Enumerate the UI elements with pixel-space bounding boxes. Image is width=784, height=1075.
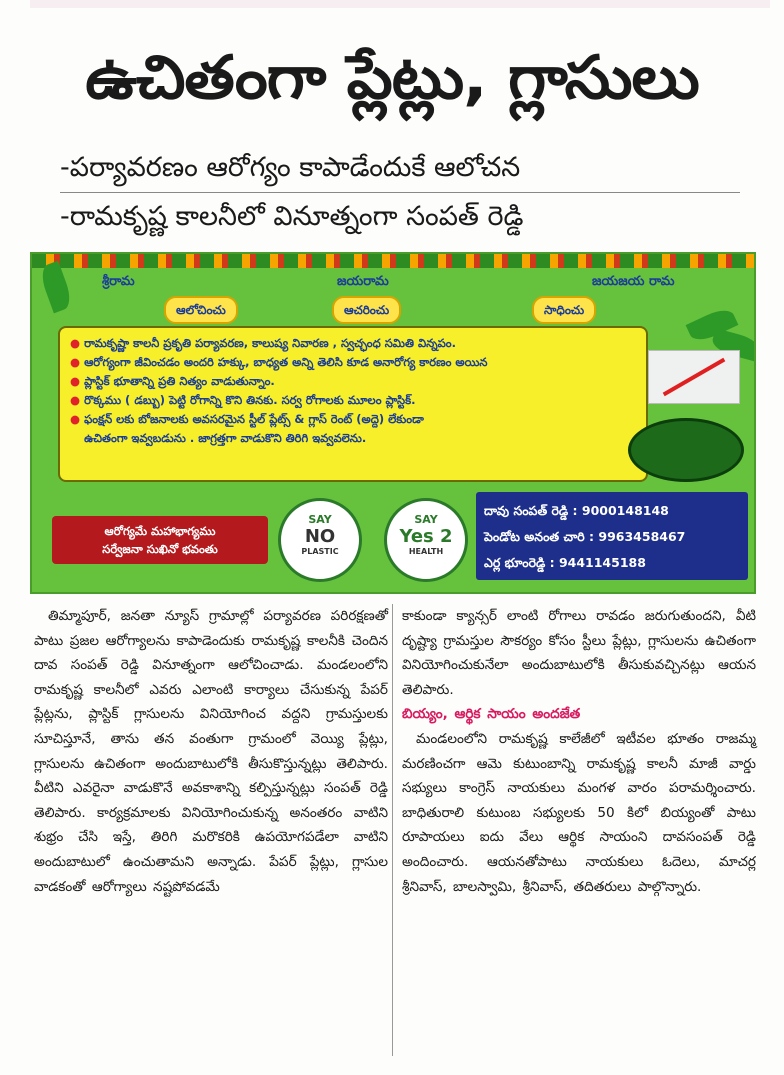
leaf-icon [37,261,74,314]
plastic-cups-image [648,350,740,404]
banner-head-3: జయజయ రామ [592,274,675,289]
article-paragraph: కాకుండా క్యాన్సర్ లాంటి రోగాలు రావడం జరుగుతుందని, వీటి దృష్ట్యా గ్రామస్తుల సౌకర్యం కోసం స్టీలు ప్లేట్లు, గ్లాసులను ఉచితంగా వినియోగించుకునేలా అందుబాటులోకి తీసుకువచ్చినట్లు ఆయన తెలిపారు. [402,608,756,698]
article-paragraph: మండలంలోని రామకృష్ణ కాలేజీలో ఇటీవల భూతం రాజమ్మ మరణించగా ఆమె కుటుంబాన్ని రామకృష్ణ కాలనీ మాజీ వార్డు సభ్యులు కాంగ్రెస్ నాయకులు మంగళ వారం పరామర్శించారు. బాధితురాలి కుటుంబ సభ్యులకు 50 కిలో బియ్యంతో పాటు రూపాయలు ఐదు వేలు ఆర్థిక సాయంని దావసంపత్ రెడ్డి అందించారు. ఆయనతోపాటు నాయకులు ఓదెలు, మాచర్ల శ్రీనివాస్, బాలస్వామి, శ్రీనివాస్, తదితరులు పాల్గొన్నారు. [402,730,756,895]
subheadline-2: -రామకృష్ణ కాలనీలో వినూత్నంగా సంపత్ రెడ్డి [60,201,524,232]
banner-tag-2: ఆచరించు [332,296,401,324]
motto-line-2: సర్వేజనా సుఖినో భవంతు [102,542,218,556]
article-subheading: బియ్యం, ఆర్థిక సాయం అందజేత [402,706,581,723]
appeal-bullet: ● ప్లాస్టిక్ భూతాన్ని ప్రతి నిత్యం వాడుతున్నాం. [70,374,275,388]
appeal-bullet: ● ఆరోగ్యంగా జీవించడం అందరి హక్కు, బాధ్యత అన్ని తెలిసి కూడ అనారోగ్య కారణం అయిన [70,355,488,369]
appeal-box [58,326,648,482]
contacts-box [476,492,748,580]
article-paragraph: తిమ్మాపూర్, జనతా న్యూస్ గ్రామాల్లో పర్యావరణ పరిరక్షణతో పాటు ప్రజల ఆరోగ్యాలను కాపాడెందుకు రామకృష్ణ కాలనీకి చెందిన దావ సంపత్ రెడ్డి వినూత్నంగా ఆలోచించాడు. మండలంలోని రామకృష్ణ కాలనీలో ఎవరు ఎలాంటి కార్యాలు చేసుకున్న పేపర్ ప్లేట్లను, ప్లాస్టిక్ గ్లాసులను వినియోగించ వద్దని గ్రామస్తులకు సూచిస్తూనే, తాను తన వంతుగా గ్రామంలో వెయ్యి ప్లేట్లు, గ్లాసులను ఉచితంగా అందుబాటులోకి తీసుకొస్తున్నట్లు తెలిపారు. వీటిని ఎవరైనా వాడుకొనే అవకాశాన్ని కల్పిస్తున్నట్లు సంపత్ రెడ్డి తెలిపారు. కార్యక్రమాలకు వినియోగించుకున్న అనంతరం వాటిని శుభ్రం చేసి ఇస్తే, తిరిగి మరొకరికి ఉపయోగపడేలా వాటిని అందుబాటులో ఉంచుతామని అన్నాడు. పేపర్ ప్లేట్లు, గ్లాసుల వాడకంతో ఆరోగ్యాలు నష్టపోవడమే [34,608,388,895]
contact-line: దావు సంపత్ రెడ్డి : 9000148148 [484,503,669,518]
appeal-bullet: ● రొక్కము ( డబ్బు) పెట్టి రోగాన్ని కొని తినకు. సర్వ రోగాలకు మూలం ప్లాస్టిక్. [70,393,416,407]
motto-line-1: ఆరోగ్యమే మహాభాగ్యము [104,524,216,538]
contact-line: పెండోట అనంత చారి : 9963458467 [484,529,686,544]
banner-head-2: జయరామ [337,274,389,289]
subheadline-divider [60,192,740,193]
campaign-banner [30,252,756,594]
appeal-bullet: ● ఫంక్షన్ లకు బోజనాలకు అవసరమైన స్టీల్ ప్లేట్స్ & గ్లాస్ రెంట్ (అద్దె) లేకుండా [70,412,424,426]
banner-head-1: శ్రీరామ [102,274,135,289]
banner-tag-3: సాధించు [532,296,596,324]
top-border [30,0,770,8]
headline: ఉచితంగా ప్లేట్లు, గ్లాసులు [85,43,699,113]
appeal-bullet: ఉచితంగా ఇవ్వబడును . జాగ్రత్తగా వాడుకొని తిరిగి ఇవ్వవలెను. [84,431,367,445]
motto-box [52,516,268,564]
steel-plates-image [628,418,744,482]
subheadline-1: -పర్యావరణం ఆరోగ్యం కాపాడేందుకే ఆలోచన [60,152,521,183]
column-divider [392,604,393,1056]
article-column-1 [34,604,388,899]
garland-decoration [32,254,754,268]
banner-tag-1: ఆలోచించు [164,296,238,324]
contact-line: ఎర్ల భూంరెడ్డి : 9441145188 [484,555,646,570]
say-yes-health-badge: SAY Yes 2 HEALTH [384,498,468,582]
cross-icon [663,358,726,396]
say-no-plastic-badge: SAY NO PLASTIC [278,498,362,582]
article-column-2 [402,604,756,899]
appeal-bullet: ● రామకృష్ణా కాలనీ ప్రకృతి పర్యావరణ, కాలుష్య నివారణ , స్వచ్ఛంధ సమితి విన్నపం. [70,336,456,350]
